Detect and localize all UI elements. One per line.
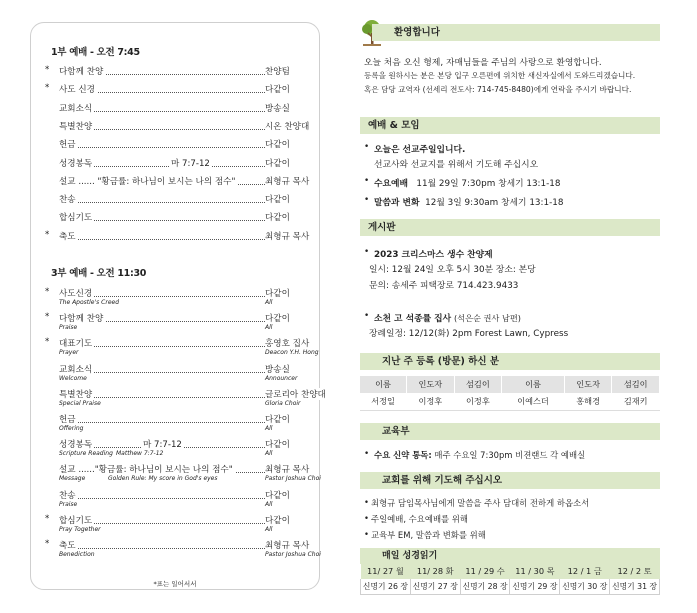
dot-leader — [59, 422, 271, 423]
english-item: The Apostle's Creed — [59, 299, 120, 306]
visitors-cell: 이정후 — [454, 393, 502, 410]
service-item: 찬송 — [59, 490, 76, 501]
standing-marker: * — [45, 229, 50, 240]
visitors-table-header — [360, 376, 660, 393]
standing-marker: * — [45, 513, 50, 524]
english-subtitle — [59, 375, 315, 384]
third-service-title: 3부 예배 - 오전 11:30 — [51, 268, 147, 279]
visitors-cell: 서정일 — [360, 393, 407, 410]
standing-marker: * — [45, 65, 50, 75]
service-leader: 다같이 — [265, 415, 290, 425]
dot-leader — [59, 202, 271, 203]
service-leader: 시온 찬양대 — [265, 121, 310, 132]
english-leader: Deacon Y.H. Hong — [265, 349, 319, 357]
service-row — [53, 102, 315, 115]
scripture-reference: 마 7:7-12 — [171, 158, 210, 169]
worship-item-3: 수요예배 11월 29일 7:30pm 창세기 13:1-18 — [374, 179, 561, 189]
service-item: 축도 — [59, 231, 76, 242]
english-leader: All — [265, 299, 273, 306]
service-leader: 홍영호 집사 — [265, 339, 310, 350]
service-leader: 방송실 — [265, 364, 290, 375]
english-item: Praise — [59, 500, 78, 508]
order-of-service-panel — [30, 22, 326, 590]
reading-date: 11 / 29 수 — [460, 564, 510, 579]
service-item: 다함께 찬양 — [59, 314, 104, 325]
reading-chapter: 신명기 27 장 — [410, 579, 460, 594]
bible-reading-chapters — [361, 579, 660, 594]
bible-reading-table — [360, 564, 660, 595]
reading-date: 12 / 1 금 — [560, 564, 610, 579]
service-item: 설교 ...... "황금률: 하나님이 보시는 나의 점수" — [59, 176, 236, 187]
visitors-cell: 이예스더 — [502, 393, 565, 410]
welcome-header: 환영합니다 — [372, 24, 660, 41]
service-leader: 다같이 — [265, 289, 290, 299]
service-leader: 최형규 목사 — [265, 541, 310, 551]
christmas-line-2: 문의: 송세주 피택장로 714.423.9433 — [369, 281, 519, 291]
service-row — [53, 175, 315, 188]
dot-leader — [59, 548, 271, 549]
standing-marker: * — [45, 312, 50, 323]
visitors-cell: 이정후 — [407, 393, 455, 410]
english-item: Benediction — [59, 551, 95, 558]
service-item: 성경봉독 — [59, 158, 93, 169]
english-subtitle — [59, 475, 321, 484]
reading-date: 12 / 2 토 — [610, 564, 660, 579]
english-subtitle — [59, 526, 315, 535]
service-row — [53, 120, 315, 133]
standing-marker: * — [45, 83, 50, 94]
christmas-line-1: 일시: 12월 24일 오후 5시 30분 장소: 본당 — [369, 265, 536, 275]
service-item: 교회소식 — [59, 103, 93, 114]
english-subtitle — [59, 299, 315, 308]
prayer-item: 주일예배, 수요예배를 위해 — [371, 514, 468, 524]
service-leader: 다같이 — [265, 213, 290, 224]
english-leader: All — [265, 324, 273, 332]
service-item: 축도 — [59, 541, 76, 551]
standing-marker: * — [45, 539, 50, 549]
service-item: 다함께 찬양 — [59, 67, 104, 77]
scripture-reference: 마 7:7-12 — [143, 440, 182, 451]
service-item: 헌금 — [59, 415, 76, 425]
bulletin-header: 게시판 — [360, 219, 660, 236]
funeral-title: 소천 고 석종률 집사 (석은순 권사 남편) — [374, 313, 521, 324]
reading-date: 11/ 27 월 — [361, 564, 411, 579]
english-subtitle — [59, 400, 315, 409]
english-leader: Announcer — [265, 374, 298, 382]
service-row — [53, 463, 315, 476]
worship-item-4: 말씀과 변화 12월 3일 9:30am 창세기 13:1-18 — [374, 198, 564, 208]
english-item: Special Praise — [59, 399, 101, 407]
dot-leader — [59, 239, 271, 240]
english-subtitle — [59, 324, 315, 333]
visitors-column-header: 섬김이 — [454, 376, 502, 393]
service-row — [53, 157, 315, 170]
worship-item-2: 선교사와 선교지를 위해서 기도해 주십시오 — [374, 160, 539, 170]
service-row — [45, 65, 315, 78]
worship-item-1: 오늘은 선교주일입니다. — [374, 145, 466, 155]
funeral-line: 장례일정: 12/12(화) 2pm Forest Lawn, Cypress — [369, 329, 569, 339]
english-leader: Pastor Joshua Choi — [265, 551, 321, 558]
service-leader: 다같이 — [265, 515, 290, 526]
prayer-bullet: • — [364, 513, 369, 523]
english-reference: Matthew 7:7-12 — [116, 450, 164, 458]
english-leader: Gloria Choir — [265, 399, 301, 407]
service-item: 합심기도 — [59, 515, 93, 526]
bible-reading-header: 매일 성경읽기 — [360, 548, 660, 564]
reading-chapter: 신명기 26 장 — [361, 579, 411, 594]
service-leader: 다같이 — [265, 195, 290, 206]
service-item: 헌금 — [59, 140, 76, 151]
english-leader: All — [265, 425, 273, 432]
reading-chapter: 신명기 31 장 — [610, 579, 660, 594]
service-item: 사도신경 — [59, 289, 93, 299]
visitors-table — [360, 376, 660, 411]
service-row — [45, 229, 315, 243]
english-subtitle — [59, 501, 315, 510]
service-leader: 최형규 목사 — [265, 176, 310, 187]
visitors-cell: 홍해경 — [564, 393, 612, 410]
service-item: 교회소식 — [59, 364, 93, 375]
english-reference: Golden Rule: My score in God's eyes — [108, 475, 218, 483]
service-item: 특별찬양 — [59, 389, 93, 400]
prayer-header: 교회를 위해 기도해 주십시오 — [360, 472, 660, 489]
service-row — [53, 138, 315, 151]
english-item: Scripture Reading — [59, 450, 113, 458]
welcome-line-2: 등록을 원하시는 분은 본당 입구 오른편에 위치한 새신자실에서 도와드리겠습니다. — [364, 71, 636, 80]
service-leader: 다같이 — [265, 490, 290, 501]
english-subtitle — [59, 551, 321, 560]
prayer-bullet: • — [364, 529, 369, 539]
visitors-cell: 김재키 — [612, 393, 660, 410]
service-item: 사도 신경 — [59, 85, 95, 96]
service-leader: 다같이 — [265, 85, 290, 96]
service-item: 특별찬양 — [59, 121, 93, 132]
prayer-item: 최형규 담임목사님에게 말씀을 주사 담대히 전하게 하옵소서 — [371, 498, 590, 508]
english-leader: Pastor Joshua Choi — [265, 475, 321, 483]
english-item: Welcome — [59, 374, 87, 382]
worship-bullet: • — [364, 142, 370, 152]
bulletin-bullet: • — [364, 247, 370, 257]
visitors-column-header: 이름 — [502, 376, 565, 393]
christmas-title: 2023 크리스마스 생수 찬양제 — [374, 250, 493, 260]
reading-chapter: 신명기 28 장 — [460, 579, 510, 594]
education-item: 수요 신약 통독: 매주 수요일 7:30pm 비젼랜드 각 예배실 — [374, 450, 586, 460]
service-item: 대표기도 — [59, 339, 93, 350]
reading-chapter: 신명기 29 장 — [510, 579, 560, 594]
welcome-line-3: 혹은 담당 교역자 (선세리 전도사: 714-745-8480)에게 연락을 주시기 바랍니다. — [364, 85, 632, 94]
english-item: Prayer — [59, 349, 79, 357]
dot-leader — [59, 498, 271, 499]
visitors-column-header: 인도자 — [407, 376, 455, 393]
service-leader: 최형규 목사 — [265, 231, 310, 242]
reading-date: 11/ 28 화 — [410, 564, 460, 579]
prayer-item: 교육부 EM, 말씀과 변화를 위해 — [371, 530, 486, 540]
english-subtitle — [59, 425, 315, 434]
english-item: Pray Together — [59, 525, 101, 533]
service-leader: 최형규 목사 — [265, 465, 310, 476]
service-leader: 글로리아 찬양대 — [265, 389, 326, 400]
standing-footnote: *표는 일어서서 — [153, 580, 197, 588]
visitors-header: 지난 주 등록 (방문) 하신 분 — [360, 353, 660, 370]
english-subtitle — [59, 349, 319, 358]
visitors-column-header: 인도자 — [564, 376, 612, 393]
bible-reading-dates — [361, 564, 660, 579]
service-leader: 다같이 — [265, 314, 290, 325]
english-leader: All — [265, 525, 273, 533]
dot-leader — [59, 147, 271, 148]
visitors-column-header: 섬김이 — [612, 376, 660, 393]
education-header: 교육부 — [360, 423, 660, 440]
worship-header: 예배 & 모임 — [360, 117, 660, 134]
first-service-title: 1부 예배 - 오전 7:45 — [51, 47, 140, 58]
english-item: Praise — [59, 324, 78, 332]
service-leader: 찬양팀 — [265, 67, 290, 77]
standing-marker: * — [45, 287, 50, 297]
service-item: 설교 ......"황금률: 하나님이 보시는 나의 점수" — [59, 465, 233, 476]
welcome-line-1: 오늘 처음 오신 형제, 자매님들을 주님의 사랑으로 환영합니다. — [364, 58, 602, 68]
bulletin-bullet: • — [364, 311, 370, 321]
reading-chapter: 신명기 30 장 — [560, 579, 610, 594]
english-item: Offering — [59, 425, 84, 432]
standing-marker: * — [45, 337, 50, 348]
english-item: Message — [59, 475, 86, 483]
prayer-bullet: • — [364, 497, 369, 507]
education-bullet: • — [364, 449, 370, 459]
service-row — [45, 83, 315, 96]
service-leader: 다같이 — [265, 140, 290, 151]
worship-bullet: • — [364, 195, 370, 205]
english-subtitle — [59, 450, 315, 459]
service-item: 합심기도 — [59, 213, 93, 224]
service-row — [53, 211, 315, 224]
english-leader: All — [265, 450, 273, 458]
service-leader: 다같이 — [265, 158, 290, 169]
service-row — [53, 193, 315, 206]
service-leader: 방송실 — [265, 103, 290, 114]
english-leader: All — [265, 500, 273, 508]
worship-bullet: • — [364, 176, 370, 186]
reading-date: 11 / 30 목 — [510, 564, 560, 579]
service-item: 성경봉독 — [59, 440, 93, 451]
visitors-table-row — [360, 393, 660, 410]
service-leader: 다같이 — [265, 440, 290, 451]
service-item: 찬송 — [59, 195, 76, 206]
visitors-column-header: 이름 — [360, 376, 407, 393]
